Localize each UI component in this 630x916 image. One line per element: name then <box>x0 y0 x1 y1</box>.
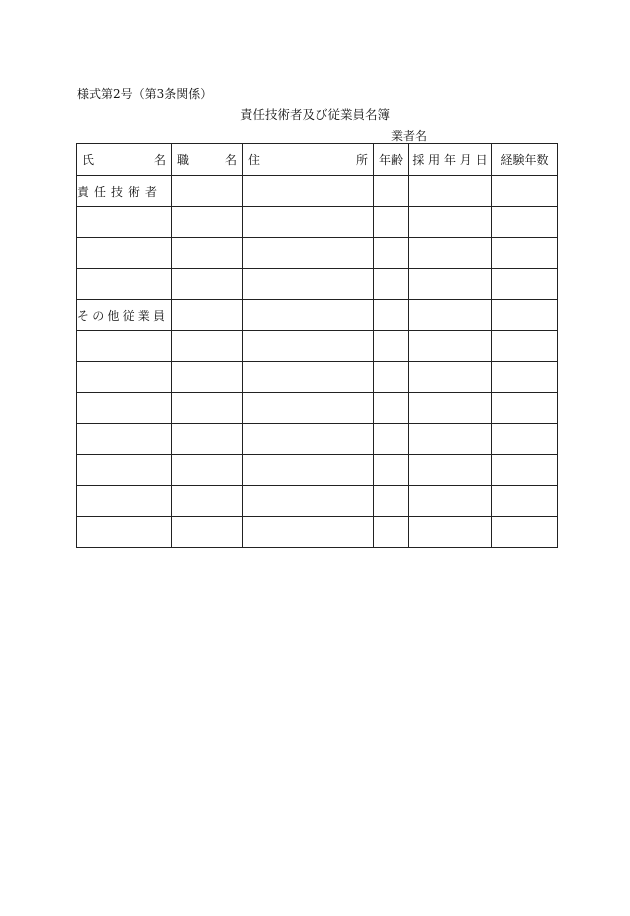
table-cell[interactable] <box>492 176 558 207</box>
table-cell[interactable] <box>243 238 374 269</box>
table-cell[interactable] <box>492 455 558 486</box>
table-cell[interactable] <box>374 455 409 486</box>
table-cell[interactable] <box>172 300 243 331</box>
table-cell[interactable] <box>243 176 374 207</box>
table-cell[interactable] <box>409 517 492 548</box>
table-cell[interactable] <box>409 393 492 424</box>
header-address <box>243 144 374 176</box>
table-cell[interactable] <box>409 269 492 300</box>
table-row <box>77 269 558 300</box>
table-cell[interactable] <box>172 455 243 486</box>
table-cell[interactable] <box>243 300 374 331</box>
table-cell[interactable] <box>409 238 492 269</box>
table-cell[interactable] <box>243 269 374 300</box>
table-cell[interactable] <box>492 517 558 548</box>
table-cell[interactable] <box>374 362 409 393</box>
header-age: 年齢 <box>374 144 409 176</box>
table-cell[interactable] <box>172 207 243 238</box>
table-cell[interactable] <box>243 455 374 486</box>
table-cell[interactable] <box>409 486 492 517</box>
table-cell[interactable] <box>172 362 243 393</box>
table-cell[interactable] <box>77 269 172 300</box>
table-cell[interactable] <box>492 486 558 517</box>
table-row <box>77 331 558 362</box>
business-name-label: 業者名 <box>391 129 428 143</box>
header-address-part1: 住 <box>248 153 261 167</box>
table-row <box>77 176 558 207</box>
header-name-part1: 氏 <box>82 153 95 167</box>
table-cell[interactable] <box>243 393 374 424</box>
table-cell[interactable] <box>374 486 409 517</box>
table-cell[interactable] <box>172 331 243 362</box>
document-title: 責任技術者及び従業員名簿 <box>239 107 390 122</box>
table-row <box>77 393 558 424</box>
table-cell[interactable] <box>374 269 409 300</box>
table-row <box>77 207 558 238</box>
table-cell[interactable] <box>492 238 558 269</box>
table-cell[interactable] <box>172 238 243 269</box>
table-cell[interactable] <box>77 207 172 238</box>
header-name-part2: 名 <box>153 153 166 167</box>
table-cell[interactable] <box>172 517 243 548</box>
table-cell[interactable] <box>77 486 172 517</box>
table-cell[interactable] <box>77 455 172 486</box>
table-row <box>77 362 558 393</box>
table-cell[interactable] <box>243 424 374 455</box>
table-cell[interactable] <box>409 455 492 486</box>
header-position-part1: 職 <box>177 153 190 167</box>
table-cell[interactable] <box>409 362 492 393</box>
header-experience: 経験年数 <box>492 144 558 176</box>
table-row <box>77 238 558 269</box>
table-cell[interactable] <box>77 238 172 269</box>
table-cell[interactable] <box>374 393 409 424</box>
table-cell[interactable] <box>374 238 409 269</box>
table-cell[interactable] <box>374 176 409 207</box>
table-cell[interactable] <box>374 331 409 362</box>
table-cell[interactable] <box>172 269 243 300</box>
table-row <box>77 517 558 548</box>
header-position <box>172 144 243 176</box>
header-position-part2: 名 <box>224 153 237 167</box>
table-cell[interactable] <box>77 362 172 393</box>
form-number: 様式第2号（第3条関係） <box>77 87 213 101</box>
section-label-responsible-engineer: 責任技術者 <box>77 176 172 207</box>
table-cell[interactable] <box>492 300 558 331</box>
table-cell[interactable] <box>172 176 243 207</box>
header-row <box>77 144 558 176</box>
table-cell[interactable] <box>172 393 243 424</box>
table-cell[interactable] <box>243 331 374 362</box>
table-cell[interactable] <box>409 176 492 207</box>
table-cell[interactable] <box>243 207 374 238</box>
table-row <box>77 424 558 455</box>
table-cell[interactable] <box>409 300 492 331</box>
table-cell[interactable] <box>409 331 492 362</box>
employee-roster-table <box>76 143 558 548</box>
table-cell[interactable] <box>172 486 243 517</box>
header-address-part2: 所 <box>355 153 368 167</box>
table-row <box>77 486 558 517</box>
table-cell[interactable] <box>243 517 374 548</box>
table-cell[interactable] <box>409 424 492 455</box>
header-hire-date: 採 用 年 月 日 <box>409 144 492 176</box>
header-name <box>77 144 172 176</box>
table-cell[interactable] <box>492 207 558 238</box>
table-row <box>77 455 558 486</box>
table-cell[interactable] <box>77 331 172 362</box>
table-cell[interactable] <box>492 362 558 393</box>
table-cell[interactable] <box>409 207 492 238</box>
table-cell[interactable] <box>77 393 172 424</box>
table-cell[interactable] <box>492 331 558 362</box>
table-cell[interactable] <box>374 517 409 548</box>
table-cell[interactable] <box>374 300 409 331</box>
table-cell[interactable] <box>77 517 172 548</box>
table-cell[interactable] <box>374 207 409 238</box>
table-cell[interactable] <box>243 362 374 393</box>
table-row <box>77 300 558 331</box>
table-cell[interactable] <box>492 269 558 300</box>
table-cell[interactable] <box>492 393 558 424</box>
table-cell[interactable] <box>77 424 172 455</box>
section-label-other-employees: その他従業員 <box>77 300 172 331</box>
table-cell[interactable] <box>492 424 558 455</box>
table-cell[interactable] <box>374 424 409 455</box>
table-cell[interactable] <box>172 424 243 455</box>
table-cell[interactable] <box>243 486 374 517</box>
